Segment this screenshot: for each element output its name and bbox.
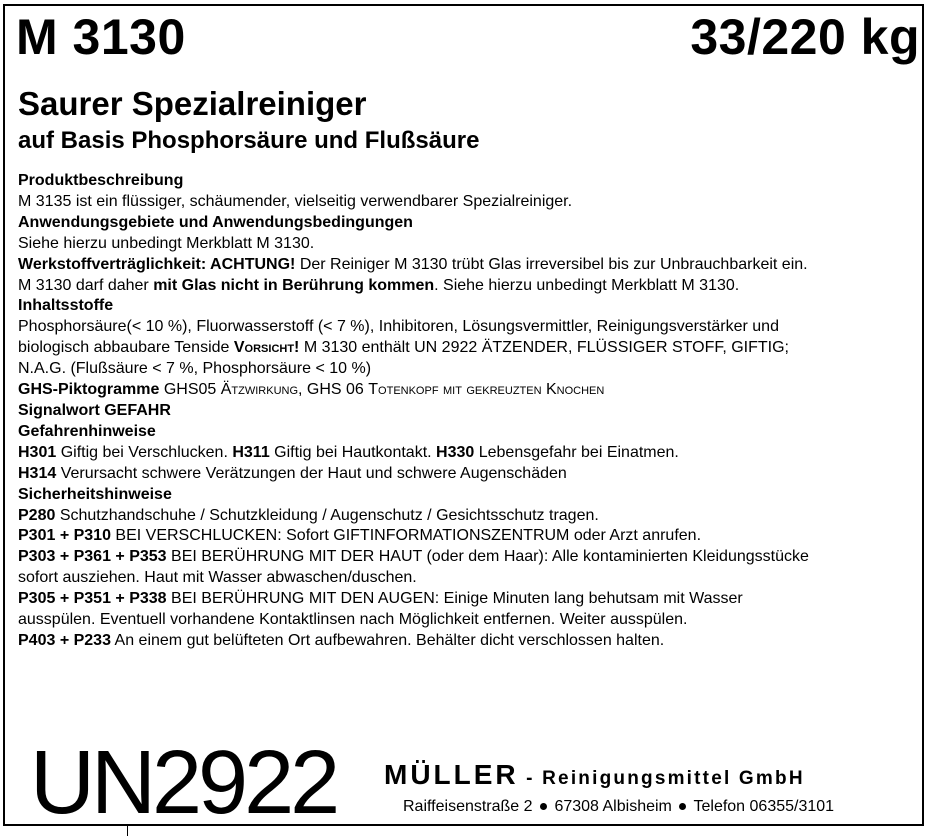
ghs-line: GHS-Piktogramme GHS05 Ätzwirkung, GHS 06 Totenkopf mit gekreuzten Knochen [18,381,605,399]
un-number: UN2922 [30,733,337,833]
bullet-icon [540,803,547,810]
produkt-text: M 3135 ist ein flüssiger, schäumender, vielseitig verwendbarer Spezialreiniger. [18,192,573,210]
p303-line-1: P303 + P361 + P353 BEI BERÜHRUNG MIT DER HAUT (oder dem Haar): Alle kontaminierten Kleidungsstücke [18,548,809,566]
inhalt-line-1: Phosphorsäure(< 10 %), Fluorwasserstoff (< 7 %), Inhibitoren, Lösungsvermittler, Reinigungsverstärker und [18,318,779,336]
signalwort: Signalwort GEFAHR [18,401,171,419]
p303-line-2: sofort ausziehen. Haut mit Wasser abwaschen/duschen. [18,569,417,587]
address-street: Raiffeisenstraße 2 [403,798,533,815]
package-weight: 33/220 kg [690,9,920,65]
product-title: Saurer Spezialreiniger [18,85,367,122]
product-subtitle: auf Basis Phosphorsäure und Flußsäure [18,127,480,154]
inhalt-line-3: N.A.G. (Flußsäure < 7 %, Phosphorsäure < 10 %) [18,360,372,378]
p305-line-1: P305 + P351 + P338 BEI BERÜHRUNG MIT DEN AUGEN: Einige Minuten lang behutsam mit Wasser [18,590,743,608]
p280-line: P280 Schutzhandschuhe / Schutzkleidung / Augenschutz / Gesichtsschutz tragen. [18,506,599,524]
label-body [18,171,918,652]
company-name [384,758,805,796]
inhalt-line-2: biologisch abbaubare Tenside Vorsicht! M 3130 enthält UN 2922 ÄTZENDER, FLÜSSIGER STOFF, GIFTIG; [18,339,789,357]
anwendung-heading: Anwendungsgebiete und Anwendungsbedingungen [18,213,413,231]
company-address [403,796,834,818]
werkstoff-line-1: Werkstoffverträglichkeit: ACHTUNG! Der Reiniger M 3130 trübt Glas irreversibel bis zur Unbrauchbarkeit ein. [18,255,808,273]
company-brand: MÜLLER [384,759,519,790]
sicherheit-heading: Sicherheitshinweise [18,485,172,503]
p403-line: P403 + P233 An einem gut belüfteten Ort aufbewahren. Behälter dicht verschlossen halten. [18,631,665,649]
anwendung-text: Siehe hierzu unbedingt Merkblatt M 3130. [18,234,315,252]
company-suffix: - Reinigungsmittel GmbH [518,768,805,789]
p301-line: P301 + P310 BEI VERSCHLUCKEN: Sofort GIFTINFORMATIONSZENTRUM oder Arzt anrufen. [18,527,702,545]
werkstoff-line-2: M 3130 darf daher mit Glas nicht in Berührung kommen. Siehe hierzu unbedingt Merkblatt M 3130. [18,276,740,294]
inhalt-heading: Inhaltsstoffe [18,297,114,315]
product-code: M 3130 [16,9,186,65]
h-statements-2: H314 Verursacht schwere Verätzungen der Haut und schwere Augenschäden [18,464,567,482]
h-statements-1: H301 Giftig bei Verschlucken. H311 Giftig bei Hautkontakt. H330 Lebensgefahr bei Einatmen. [18,443,679,461]
address-city: 67308 Albisheim [554,798,672,815]
address-phone: Telefon 06355/3101 [693,798,835,815]
gefahren-heading: Gefahrenhinweise [18,422,156,440]
p305-line-2: ausspülen. Eventuell vorhandene Kontaktlinsen nach Möglichkeit entfernen. Weiter ausspülen. [18,611,688,629]
produkt-heading: Produktbeschreibung [18,172,184,189]
bullet-icon [679,803,686,810]
